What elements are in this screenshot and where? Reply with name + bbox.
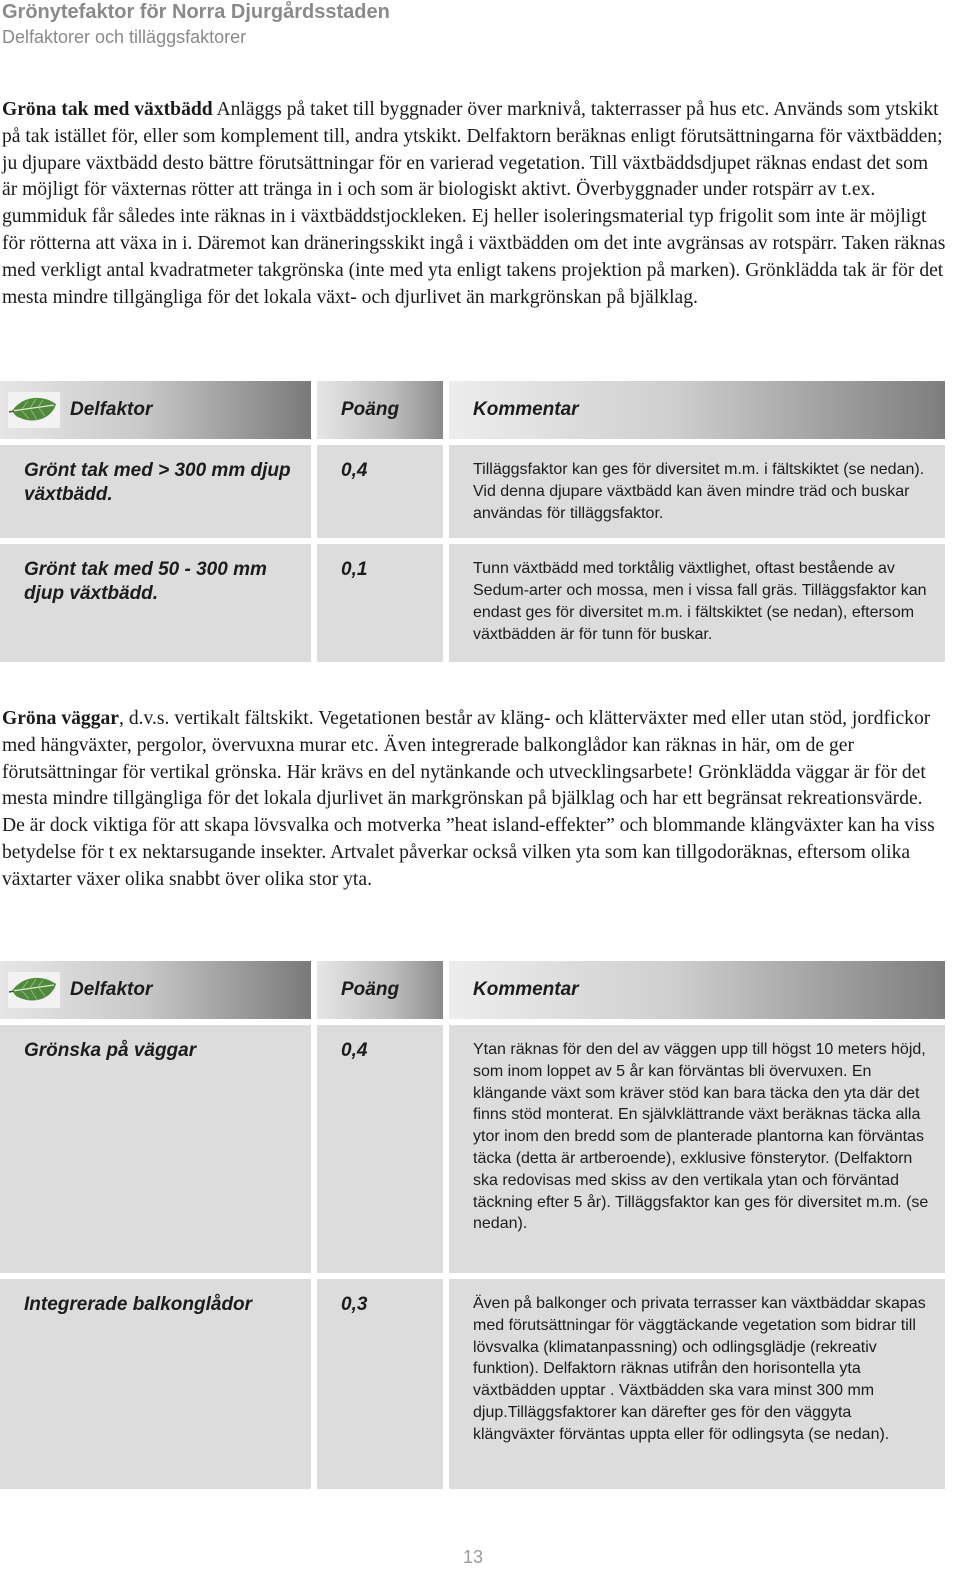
header-points — [317, 961, 443, 1019]
birch-leaf-icon — [8, 972, 60, 1008]
row-points: 0,4 — [317, 445, 443, 538]
birch-leaf-icon — [8, 392, 60, 428]
header-comment — [449, 381, 945, 439]
row-comment: Tilläggsfaktor kan ges för diversitet m.m. i fältskiktet (se nedan). Vid denna djupare växtbädd kan även mindre träd och buskar användas för tilläggsfaktor. — [449, 445, 945, 538]
green-walls-lead: Gröna väggar — [2, 708, 120, 729]
row-points: 0,3 — [317, 1279, 443, 1489]
row-comment: Ytan räknas för den del av väggen upp till högst 10 meters höjd, som inom loppet av 5 år kan förväntas bli övervuxen. En klängande växt som kräver stöd kan bara täcka den yta där det finns stöd monterat. En självklättrande växt beräknas täcka alla ytor inom den bredd som de planterade plantorna kan förväntas täcka (detta är artberoende), exklusive fönsterytor. (Delfaktorn ska redovisas med skiss av den vertikala ytan och förväntad täckning efter 5 år). Tilläggsfaktor kan ges för diversitet m.m. (se nedan). — [449, 1025, 945, 1273]
row-factor-name: Grönt tak med 50 - 300 mm djup växtbädd. — [0, 544, 311, 662]
row-points: 0,1 — [317, 544, 443, 662]
table-header-row — [0, 381, 945, 439]
header-points-label: Poäng — [341, 978, 400, 1000]
header-points-label: Poäng — [341, 398, 400, 420]
green-roofs-table — [0, 375, 951, 668]
table-header-row — [0, 961, 945, 1019]
document-title: Grönytefaktor för Norra Djurgårdsstaden — [2, 1, 390, 23]
green-roofs-text: Anläggs på taket till byggnader över marknivå, takterrasser på hus etc. Används som ytskikt på tak istället för, eller som komplement till, andra ytskikt. Delfaktorn beräknas enligt förutsättningarna för växtbädden; ju djupare växtbädd desto bättre förutsättningar för en varierad vegetation. Till växtbäddsdjupet räknas endast det som är möjligt för växternas rötter att tränga in i och som är biologiskt aktivt. Överbyggnader under rotspärr av t.ex. gummiduk får således inte räknas in i växtbäddstjockleken. Ej heller isoleringsmaterial typ frigolit som inte är möjligt för rötterna att växa in i. Däremot kan dräneringsskikt ingå i växtbädden om det inte avgränsas av rotspärr. Taken räknas med verkligt antal kvadratmeter takgrönska (inte med yta enligt takens projektion på marken). Grönklädda tak är för det mesta mindre tillgängliga för det lokala växt- och djurlivet än markgrönskan på bjälklag. — [2, 99, 946, 308]
row-comment: Tunn växtbädd med torktålig växtlighet, oftast bestående av Sedum-arter och mossa, men i vissa fall gräs. Tilläggsfaktor kan endast ges för diversitet m.m. i fältskiktet (se nedan), eftersom växtbädden är för tunn för buskar. — [449, 544, 945, 662]
header-factor-label: Delfaktor — [70, 399, 153, 420]
row-factor-name: Grönt tak med > 300 mm djup växtbädd. — [0, 445, 311, 538]
page-number: 13 — [462, 1547, 484, 1567]
table-row — [0, 1025, 945, 1273]
row-comment: Även på balkonger och privata terrasser kan växtbäddar skapas med förutsättningar för väggtäckande vegetation som bidrar till lövsvalka (klimatanpassning) och odlingsglädje (rekreativ funktion). Delfaktorn räknas utifrån den horisontella yta växtbädden upptar . Växtbädden ska vara minst 300 mm djup.Tilläggsfaktorer kan därefter ges för den väggyta klängväxter förväntas uppta eller för odlingsyta (se nedan). — [449, 1279, 945, 1489]
green-walls-table — [0, 955, 951, 1495]
green-walls-paragraph — [2, 706, 948, 894]
header-factor-label: Delfaktor — [70, 979, 153, 1000]
header-comment-label: Kommentar — [473, 978, 579, 1000]
header-points — [317, 381, 443, 439]
green-roofs-paragraph — [2, 97, 948, 311]
green-walls-text: , d.v.s. vertikalt fältskikt. Vegetationen består av kläng- och klätterväxter med eller utan stöd, jordfickor med hängväxter, pergolor, övervuxna murar etc. Även integrerade balkonglådor kan räknas in här, om de ger förutsättningar för vertikal grönska. Här krävs en del nytänkande och utvecklingsarbete! Grönklädda väggar är för det mesta mindre tillgängliga för det lokala djurlivet än markgrönskan på bjälklag och har ett begränsat rekreationsvärde. De är dock viktiga för att skapa lövsvalka och motverka ”heat island-effekter” och blommande klängväxter kan ha viss betydelse för t ex nektarsugande insekter. Artvalet påverkar också vilken yta som kan tillgodoräknas, eftersom olika växtarter växer olika snabbt över olika stor yta. — [2, 708, 935, 890]
table-row — [0, 544, 945, 662]
table-row — [0, 445, 945, 538]
row-factor-name: Integrerade balkonglådor — [0, 1279, 311, 1489]
document-header — [2, 0, 390, 50]
green-roofs-lead: Gröna tak med växtbädd — [2, 99, 213, 120]
header-comment — [449, 961, 945, 1019]
row-factor-name: Grönska på väggar — [0, 1025, 311, 1273]
header-factor — [0, 381, 311, 439]
header-comment-label: Kommentar — [473, 398, 579, 420]
header-factor — [0, 961, 311, 1019]
row-points: 0,4 — [317, 1025, 443, 1273]
table-row — [0, 1279, 945, 1489]
document-subtitle: Delfaktorer och tilläggsfaktorer — [2, 27, 247, 47]
